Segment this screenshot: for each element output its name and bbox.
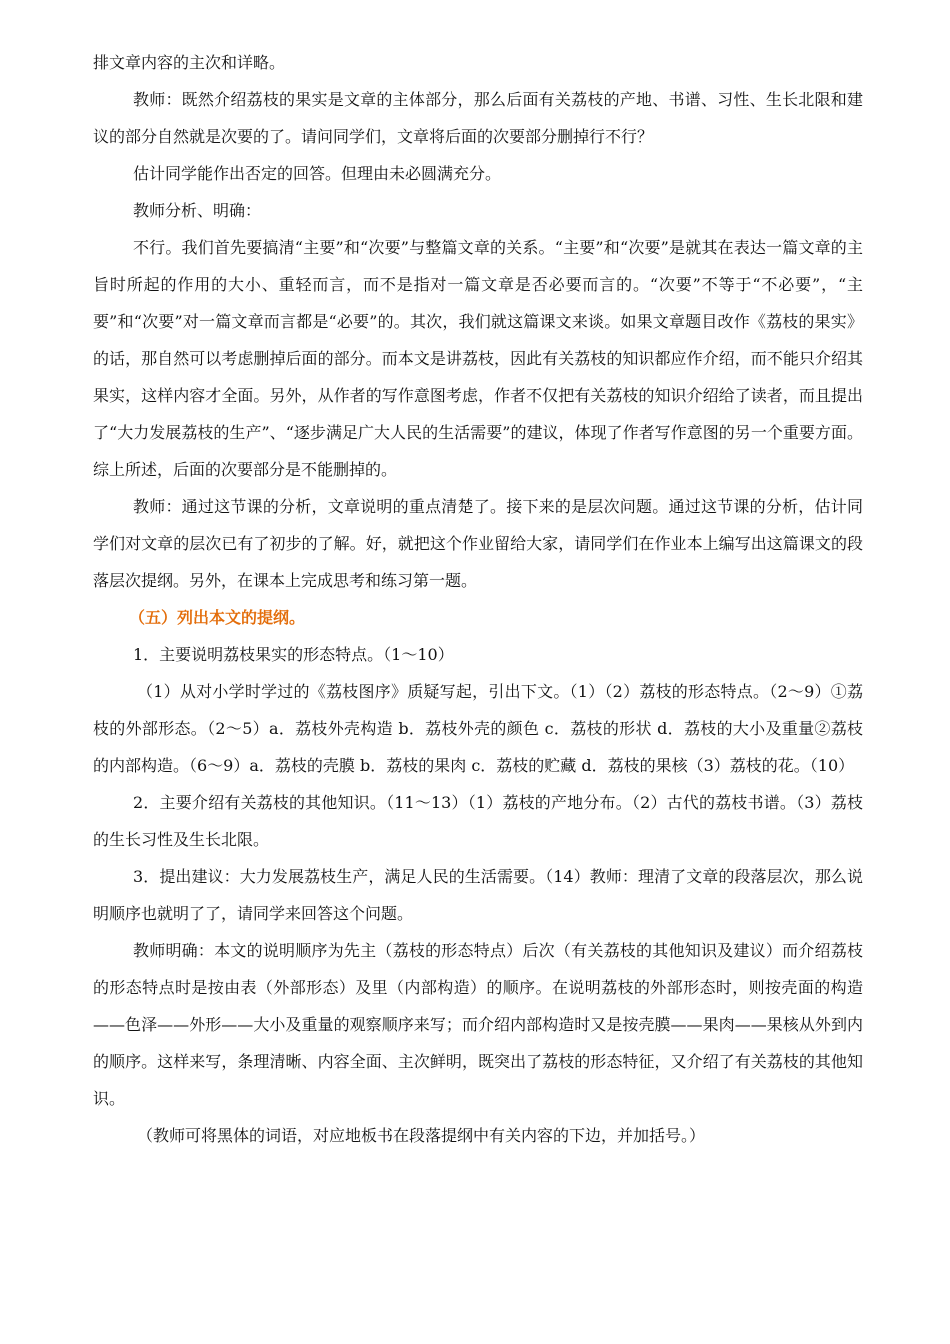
outline-item-2: 2．主要介绍有关荔枝的其他知识。（11～13）（1）荔枝的产地分布。（2）古代的荔枝书谱。（3）荔枝的生长习性及生长北限。 xyxy=(93,793,863,849)
paragraph-teaching-note: （教师可将黑体的词语，对应地板书在段落提纲中有关内容的下边，并加括号。） xyxy=(137,1126,706,1145)
paragraph-continuation: 排文章内容的主次和详略。 xyxy=(93,53,286,72)
paragraph-analysis-body: 不行。我们首先要搞清“主要”和“次要”与整篇文章的关系。“主要”和“次要”是就其在表达一篇文章的主旨时所起的作用的大小、重轻而言，而不是指对一篇文章是否必要而言的。“次要”不等于“不必要”，“主要”和“次要”对一篇文章而言都是“必要”的。其次，我们就这篇课文来谈。如果文章题目改作《荔枝的果实》的话，那自然可以考虑删掉后面的部分。而本文是讲荔枝，因此有关荔枝的知识都应作介绍，而不能只介绍其果实，这样内容才全面。另外，从作者的写作意图考虑，作者不仅把有关荔枝的知识介绍给了读者，而且提出了“大力发展荔枝的生产”、“逐步满足广大人民的生活需要”的建议，体现了作者写作意图的另一个重要方面。综上所述，后面的次要部分是不能删掉的。 xyxy=(93,238,863,479)
section-heading-outline: （五）列出本文的提纲。 xyxy=(129,608,306,627)
outline-item-3: 3．提出建议：大力发展荔枝生产，满足人民的生活需要。（14）教师：理清了文章的段落层次，那么说明顺序也就明了了，请同学来回答这个问题。 xyxy=(93,867,863,923)
paragraph-teacher-analysis-label: 教师分析、明确： xyxy=(133,201,262,220)
paragraph-teacher-conclusion: 教师明确：本文的说明顺序为先主（荔枝的形态特点）后次（有关荔枝的其他知识及建议）而介绍荔枝的形态特点时是按由表（外部形态）及里（内部构造）的顺序。在说明荔枝的外部形态时，则按壳面的构造——色泽——外形——大小及重量的观察顺序来写；而介绍内部构造时又是按壳膜——果肉——果核从外到内的顺序。这样来写，条理清晰、内容全面、主次鲜明，既突出了荔枝的形态特征，又介绍了有关荔枝的其他知识。 xyxy=(93,941,863,1108)
outline-item-1: 1．主要说明荔枝果实的形态特点。（1～10） xyxy=(133,645,454,664)
paragraph-teacher-summary: 教师：通过这节课的分析，文章说明的重点清楚了。接下来的是层次问题。通过这节课的分析，估计同学们对文章的层次已有了初步的了解。好，就把这个作业留给大家，请同学们在作业本上编写出这篇课文的段落层次提纲。另外，在课本上完成思考和练习第一题。 xyxy=(93,497,863,590)
paragraph-student-answer: 估计同学能作出否定的回答。但理由未必圆满充分。 xyxy=(133,164,502,183)
outline-item-1-detail: （1）从对小学时学过的《荔枝图序》质疑写起，引出下文。（1）（2）荔枝的形态特点。（2～9）①荔枝的外部形态。（2～5）a．荔枝外壳构造 b．荔枝外壳的颜色 c．荔枝的形状 d．荔枝的大小及重量②荔枝的内部构造。（6～9）a．荔枝的壳膜 b．荔枝的果肉 c．荔枝的贮藏 d．荔枝的果核（3）荔枝的花。（10） xyxy=(93,682,863,775)
document-page xyxy=(93,44,863,1154)
paragraph-teacher-question: 教师：既然介绍荔枝的果实是文章的主体部分，那么后面有关荔枝的产地、书谱、习性、生长北限和建议的部分自然就是次要的了。请问同学们，文章将后面的次要部分删掉行不行？ xyxy=(93,90,863,146)
